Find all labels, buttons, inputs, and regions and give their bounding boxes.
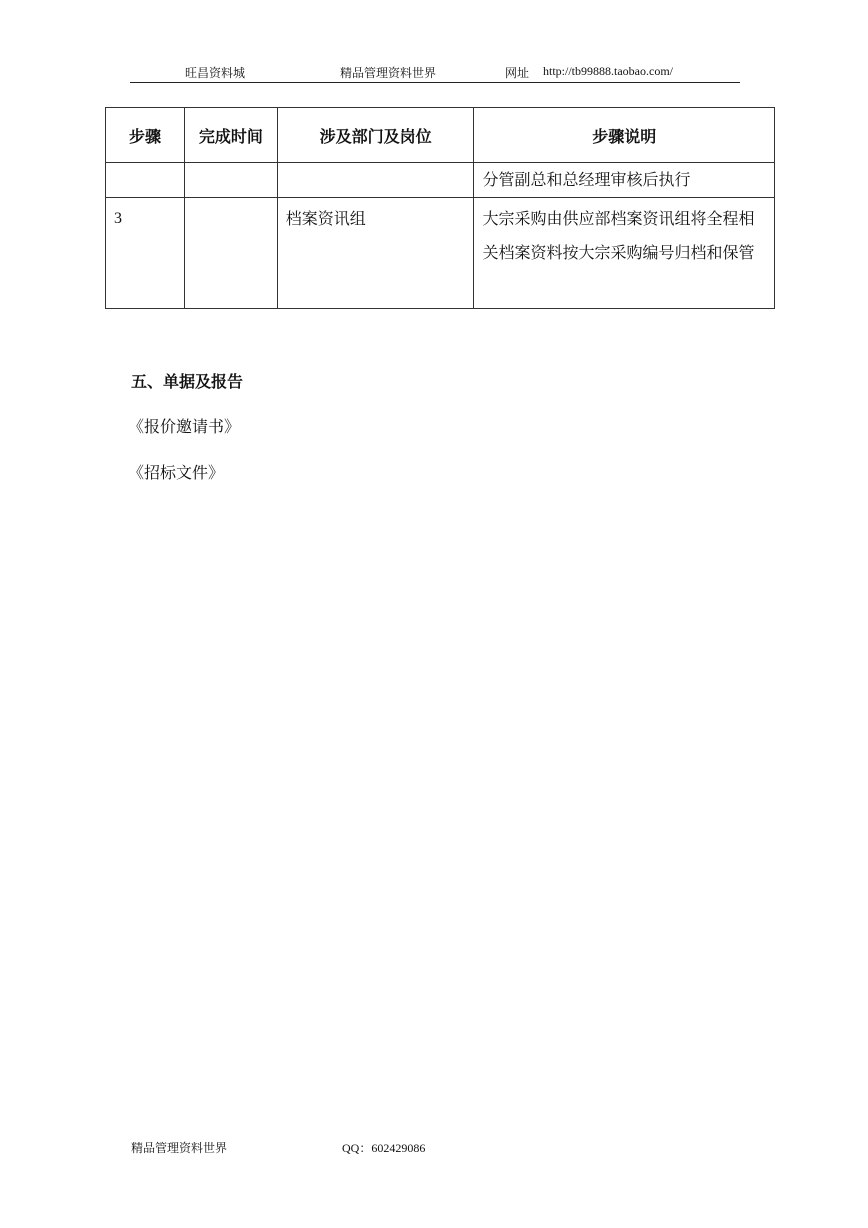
page-header [130,62,740,83]
footer-qq: QQ：602429086 [342,1141,426,1155]
table-header-row [106,108,775,163]
header-site-name: 精品管理资料世界 [340,66,437,80]
column-header-time: 完成时间 [184,108,277,163]
cell-step [106,163,185,198]
table-row [106,198,775,309]
cell-time [184,198,277,309]
column-header-step: 步骤 [106,108,185,163]
document-item-quote-invitation: 《报价邀请书》 [128,417,241,436]
header-url-link[interactable]: http://tb99888.taobao.com/ [543,64,673,78]
cell-desc: 分管副总和总经理审核后执行 [474,163,775,198]
document-item-tender-file: 《招标文件》 [128,463,225,482]
cell-time [184,163,277,198]
header-shop-name: 旺昌资料城 [185,66,246,80]
section-title: 五、单据及报告 [131,372,244,391]
cell-desc: 大宗采购由供应部档案资讯组将全程相关档案资料按大宗采购编号归档和保管 [474,198,775,309]
process-steps-table [105,107,775,309]
column-header-desc: 步骤说明 [474,108,775,163]
header-url-label: 网址 [505,66,530,80]
cell-dept [277,163,474,198]
cell-dept: 档案资讯组 [277,198,474,309]
table-row [106,163,775,198]
cell-step: 3 [106,198,185,309]
column-header-dept: 涉及部门及岗位 [277,108,474,163]
footer-site-name: 精品管理资料世界 [131,1141,228,1155]
